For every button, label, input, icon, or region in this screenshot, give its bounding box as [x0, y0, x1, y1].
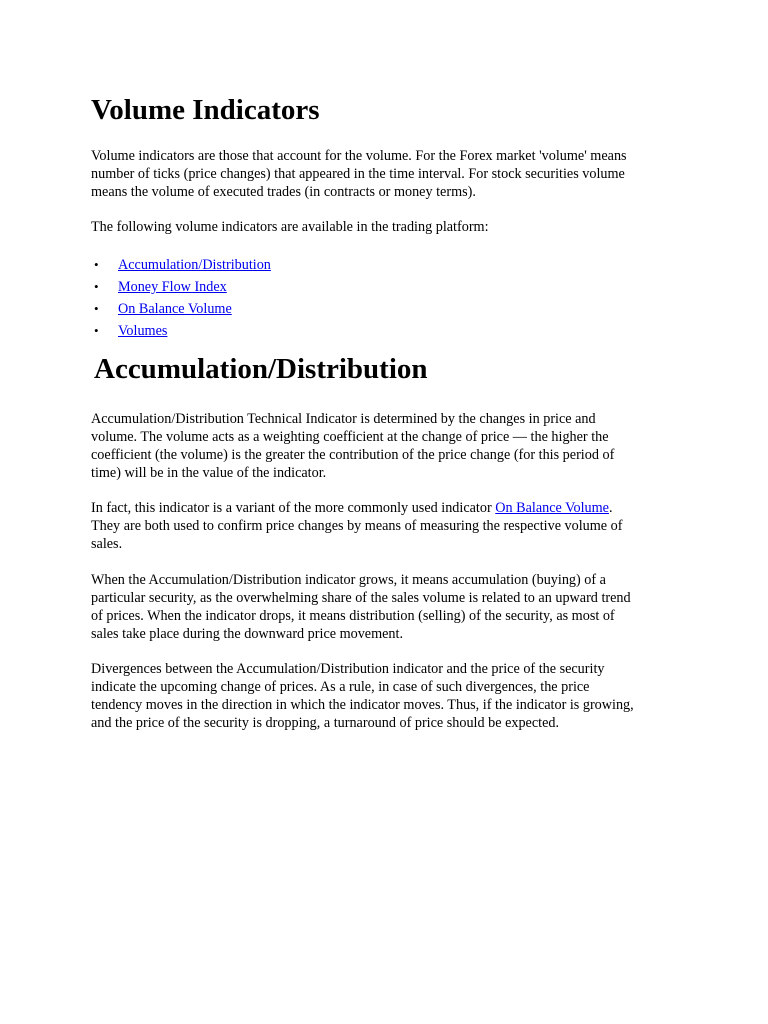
text-line: The following volume indicators are available in the trading platform:	[91, 219, 489, 235]
text-fragment: .	[608, 500, 613, 516]
text-fragment: In fact, this indicator is a variant of the more commonly used indicator	[91, 500, 496, 516]
text-line: Divergences between the Accumulation/Distribution indicator and the price of the security	[91, 661, 605, 677]
section-title: Accumulation/Distribution	[94, 353, 428, 385]
text-line: and the price of the security is dropping, a turnaround of price should be expected.	[91, 715, 560, 731]
text-line: They are both used to confirm price changes by means of measuring the respective volume of	[91, 518, 623, 534]
text-line: tendency moves in the direction in which the indicator moves. Thus, if the indicator is growing,	[91, 697, 634, 713]
text-line	[91, 500, 613, 516]
link-volumes[interactable]: Volumes	[118, 323, 168, 339]
inline-link-on-balance-volume[interactable]: On Balance Volume	[495, 500, 609, 516]
text-line: Accumulation/Distribution Technical Indicator is determined by the changes in price and	[91, 411, 596, 427]
text-line: sales take place during the downward price movement.	[91, 626, 404, 642]
text-line: time) will be in the value of the indicator.	[91, 465, 327, 481]
text-line: of prices. When the indicator drops, it means distribution (selling) of the security, as most of	[91, 608, 615, 624]
link-money-flow-index[interactable]: Money Flow Index	[118, 279, 227, 295]
page-title: Volume Indicators	[91, 94, 320, 126]
link-on-balance-volume[interactable]: On Balance Volume	[118, 301, 232, 317]
bullet-icon: •	[94, 279, 99, 294]
ad-paragraph-2	[91, 499, 676, 553]
bullet-icon: •	[94, 257, 99, 272]
text-line: particular security, as the overwhelming share of the sales volume is related to an upward trend	[91, 590, 631, 606]
list-item	[91, 276, 271, 298]
text-line: means the volume of executed trades (in contracts or money terms).	[91, 184, 476, 200]
available-paragraph	[91, 218, 676, 236]
text-line: Volume indicators are those that account for the volume. For the Forex market 'volume' means	[91, 148, 627, 164]
text-line: number of ticks (price changes) that appeared in the time interval. For stock securities volume	[91, 166, 625, 182]
bullet-icon: •	[94, 301, 99, 316]
link-accumulation-distribution[interactable]: Accumulation/Distribution	[118, 257, 271, 273]
text-line: When the Accumulation/Distribution indicator grows, it means accumulation (buying) of a	[91, 572, 606, 588]
bullet-icon: •	[94, 323, 99, 338]
ad-paragraph-4	[91, 660, 676, 732]
text-line: indicate the upcoming change of prices. As a rule, in case of such divergences, the price	[91, 679, 590, 695]
indicator-link-list	[91, 254, 271, 342]
text-line: sales.	[91, 536, 123, 552]
list-item	[91, 298, 271, 320]
ad-paragraph-3	[91, 571, 676, 643]
intro-paragraph	[91, 147, 676, 201]
ad-paragraph-1	[91, 410, 676, 482]
list-item	[91, 254, 271, 276]
text-line: coefficient (the volume) is the greater the contribution of the price change (for this period of	[91, 447, 615, 463]
text-line: volume. The volume acts as a weighting coefficient at the change of price — the higher the	[91, 429, 609, 445]
list-item	[91, 320, 271, 342]
